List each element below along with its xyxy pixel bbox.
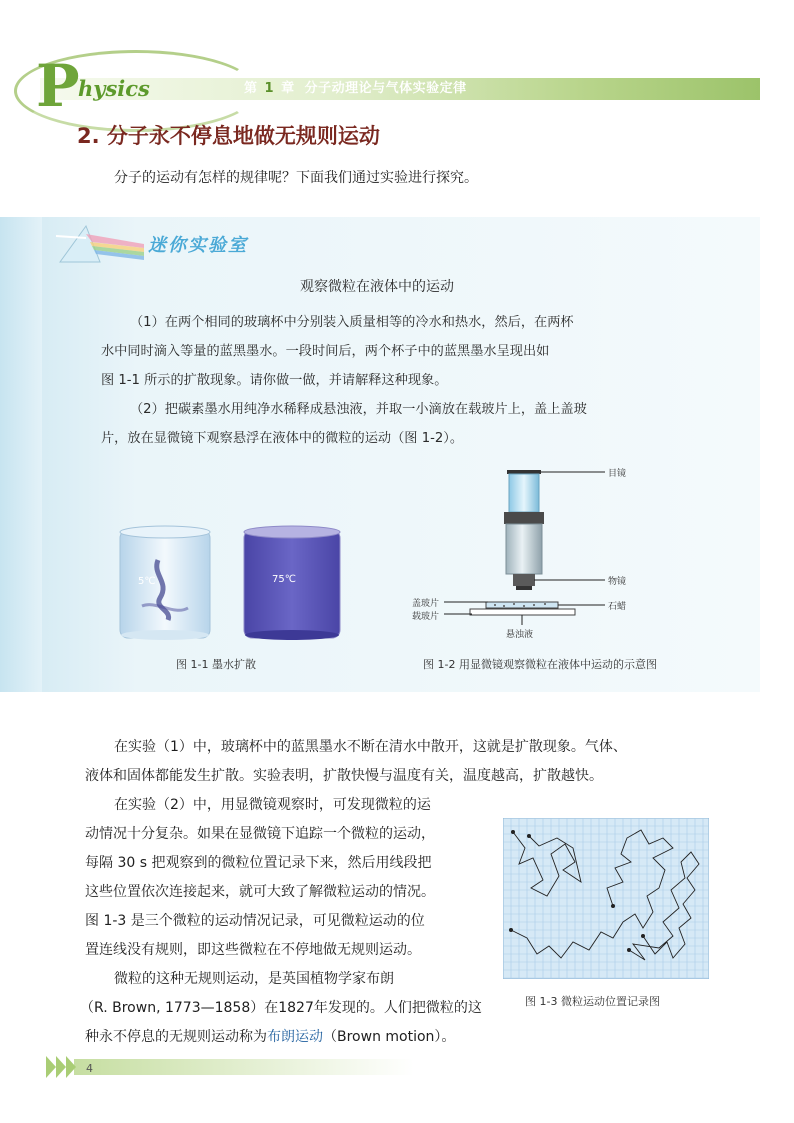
section-title: 2. 分子永不停息地做无规则运动 — [77, 124, 380, 148]
chapter-prefix: 第 — [244, 81, 258, 96]
body-p2-line3: 每隔 30 s 把观察到的微粒位置记录下来，然后用线段把 — [85, 855, 432, 871]
body-p3-line2: （R. Brown, 1773—1858）在1827年发现的。人们把微粒的这 — [80, 1000, 482, 1016]
body-p3-line1: 微粒的这种无规则运动，是英国植物学家布朗 — [114, 971, 394, 987]
figure-1-2-caption: 图 1-2 用显微镜观察微粒在液体中运动的示意图 — [423, 658, 657, 671]
mini-lab-panel-edge — [0, 217, 42, 692]
lab-subtitle: 观察微粒在液体中的运动 — [300, 279, 454, 295]
figure-1-1-caption: 图 1-1 墨水扩散 — [176, 658, 256, 671]
hot-temp-label: 75℃ — [272, 574, 296, 585]
label-suspension: 悬浊液 — [506, 630, 534, 640]
intro-text: 分子的运动有怎样的规律呢？下面我们通过实验进行探究。 — [114, 170, 478, 186]
lab-step2-line2: 片，放在显微镜下观察悬浮在液体中的微粒的运动（图 1-2）。 — [101, 431, 464, 446]
logo-text: hysics — [78, 76, 150, 101]
body-p3-line3-pre: 种永不停息的无规则运动称为 — [85, 1029, 267, 1045]
body-p1-line1: 在实验（1）中，玻璃杯中的蓝黑墨水不断在清水中散开，这就是扩散现象。气体、 — [114, 739, 627, 755]
body-p3-line3 — [85, 1023, 455, 1052]
figure-1-2-microscope — [400, 462, 670, 648]
figure-1-3-brownian-plot — [503, 818, 709, 979]
term-brown-motion: 布朗运动 — [267, 1029, 323, 1045]
prism-icon — [56, 222, 146, 266]
lab-step1-line1: （1）在两个相同的玻璃杯中分别装入质量相等的冷水和热水，然后，在两杯 — [130, 315, 574, 330]
label-eyepiece: 目镜 — [608, 469, 627, 479]
body-p3-line3-post: （Brown motion）。 — [323, 1029, 456, 1045]
label-slide: 载玻片 — [412, 612, 440, 622]
chapter-number: 1 — [260, 81, 280, 96]
footer-chevron-1-icon — [46, 1056, 56, 1078]
footer-chevron-2-icon — [56, 1056, 66, 1078]
body-p2-line2: 动情况十分复杂。如果在显微镜下追踪一个微粒的运动， — [85, 826, 435, 842]
beaker-cold — [120, 526, 210, 640]
label-cover-slip: 盖玻片 — [412, 599, 440, 609]
body-p1-line2: 液体和固体都能发生扩散。实验表明，扩散快慢与温度有关，温度越高，扩散越快。 — [85, 768, 603, 784]
footer-band — [44, 1052, 414, 1082]
cold-temp-label: 5℃ — [138, 576, 156, 587]
page-number: 4 — [86, 1062, 93, 1075]
chapter-title: 分子动理论与气体实验定律 — [304, 81, 467, 96]
lab-step2-line1: （2）把碳素墨水用纯净水稀释成悬浊液，并取一小滴放在载玻片上，盖上盖玻 — [130, 402, 587, 417]
body-p2-line4: 这些位置依次连接起来，就可大致了解微粒运动的情况。 — [85, 884, 435, 900]
mini-lab-badge: 迷你实验室 — [148, 235, 248, 256]
lab-step1-line3: 图 1-1 所示的扩散现象。请你做一做，并请解释这种现象。 — [101, 373, 448, 388]
body-p2-line1: 在实验（2）中，用显微镜观察时，可发现微粒的运 — [114, 797, 431, 813]
chapter-suffix: 章 — [281, 81, 295, 96]
label-vaseline: 石蜡 — [608, 602, 627, 612]
logo-letter-p: P — [36, 52, 80, 120]
body-p2-line6: 置连线没有规则，即这些微粒在不停地做无规则运动。 — [85, 942, 421, 958]
chapter-banner — [244, 78, 467, 100]
lab-step1-line2: 水中同时滴入等量的蓝黑墨水。一段时间后，两个杯子中的蓝黑墨水呈现出如 — [101, 344, 550, 359]
figure-1-3-caption: 图 1-3 微粒运动位置记录图 — [525, 995, 660, 1008]
body-p2-line5: 图 1-3 是三个微粒的运动情况记录，可见微粒运动的位 — [85, 913, 425, 929]
label-objective: 物镜 — [608, 577, 627, 587]
figure-1-1-beakers — [112, 520, 352, 645]
